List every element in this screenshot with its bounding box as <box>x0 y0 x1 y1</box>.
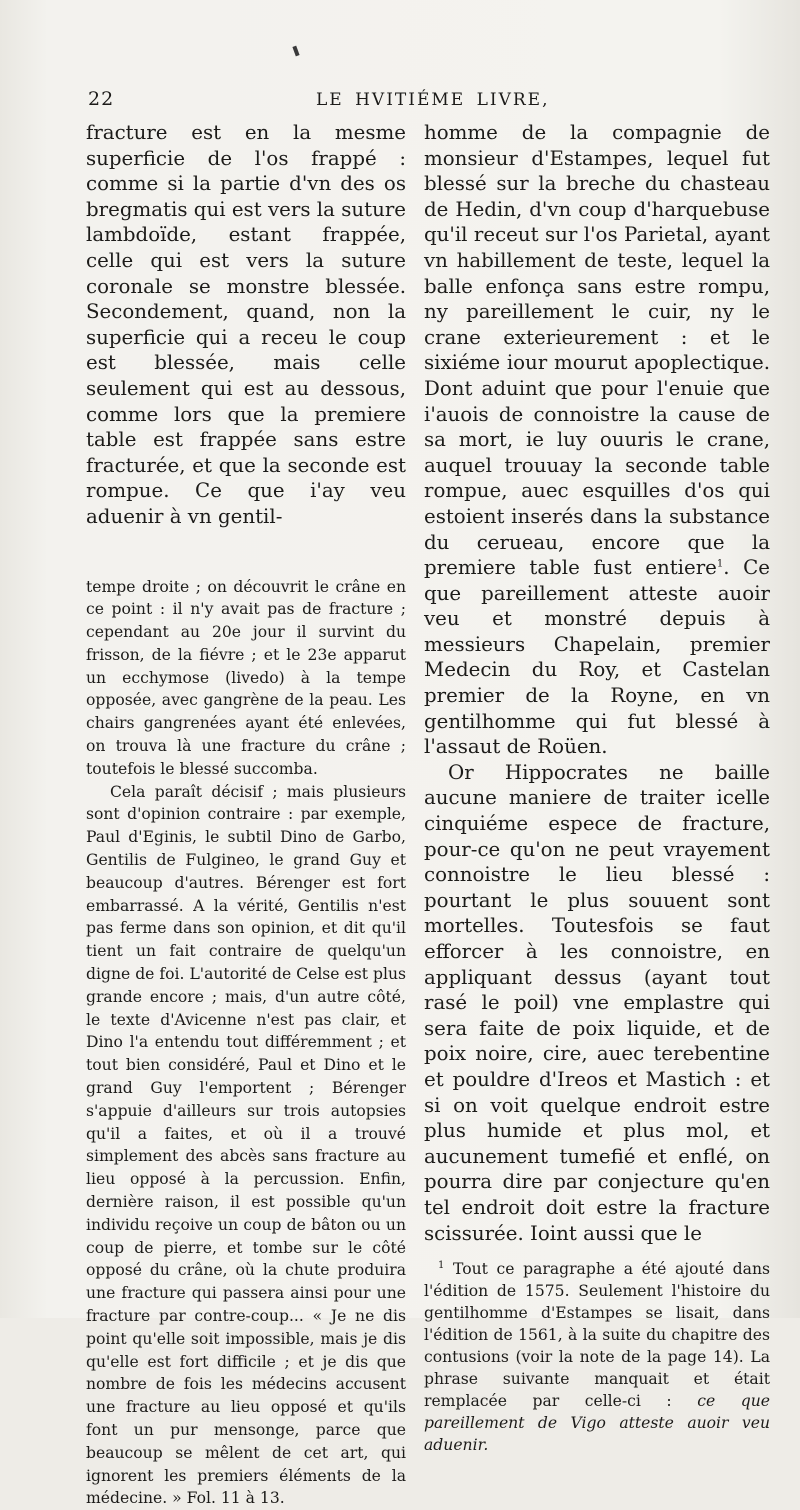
page-number: 22 <box>88 88 115 110</box>
left-main-text: fracture est en la mesme superficie de l'os frappé : comme si la partie d'vn des os bregmatis qui est vers la suture lambdoïde, estant frappée, celle qui est vers la suture coronale se monstre blessée. Secondement, quand, non la superficie qui a receu le coup est blessée, mais celle seulement qui est au dessous, comme lors que la premiere table est frappée sans estre fracturée, et que la seconde est rompue. Ce que i'ay veu aduenir à vn gentil- <box>86 121 406 528</box>
right-paragraph-1 <box>424 120 770 760</box>
footnote-reference[interactable]: 1 <box>716 558 724 570</box>
right-paragraph-1-continuation: . Ce que pareillement atteste auoir veu et monstré depuis à messieurs Chapelain, premier Medecin du Roy, et Castelan premier de la Royne, en vn gentilhomme qui fut blessé à l'assaut de Roüen. <box>424 556 770 759</box>
running-head: LE HVITIÉME LIVRE, <box>316 90 550 110</box>
footnote-quote: ce que pareillement de Vigo atteste auoir veu aduenir. <box>424 1392 770 1455</box>
page-header <box>88 88 768 118</box>
footnote-text: Tout ce paragraphe a été ajouté dans l'édition de 1575. Seulement l'histoire du gentilhomme d'Estampes se lisait, dans l'édition de 1561, à la suite du chapitre des contusions (voir la note de la page 14). La phrase suivante manquait et était remplacée par celle-ci : <box>424 1260 770 1411</box>
right-paragraph-1-text: homme de la compagnie de monsieur d'Estampes, lequel fut blessé sur la breche du chasteau de Hedin, d'vn coup d'harquebuse qu'il receut sur l'os Parietal, ayant vn habillement de teste, lequel la balle enfonça sans estre rompu, ny pareillement le cuir, ny le crane exterieurement : et le sixiéme iour mourut apoplectique. Dont aduint que pour l'enuie que i'auois de connoistre la cause de sa mort, ie luy ouuris le crane, auquel trouuay la seconde table rompue, auec esquilles d'os qui estoient inserés dans la substance du cerueau, encore que la premiere table fust entiere <box>424 121 770 580</box>
left-note-paragraph-2: Cela paraît décisif ; mais plusieurs sont d'opinion contraire : par exemple, Paul d'Eginis, le subtil Dino de Garbo, Gentilis de Fulgineo, le grand Guy et beaucoup d'autres. Bérenger est fort embarrassé. A la vérité, Gentilis n'est pas ferme dans son opinion, et dit qu'il tient un fait contraire de quelqu'un digne de foi. L'autorité de Celse est plus grande encore ; mais, d'un autre côté, le texte d'Avicenne n'est pas clair, et Dino l'a entendu tout différemment ; et tout bien considéré, Paul et Dino et le grand Guy l'emportent ; Bérenger s'appuie d'ailleurs sur trois autopsies qu'il a faites, et où il a trouvé simplement des abcès sans fracture au lieu opposé à la percussion. Enfin, dernière raison, il est possible qu'un individu reçoive un coup de bâton ou un coup de pierre, et tombe sur le côté opposé du crâne, où la chute produira une fracture qui passera ainsi pour une fracture par contre-coup... « Je ne dis point qu'elle soit impossible, mais je dis qu'elle est fort difficile ; et je dis que nombre de fois les médecins accusent une fracture au lieu opposé et qu'ils font un pur mensonge, parce que beaucoup se mêlent de cet art, qui ignorent les premiers éléments de la médecine. » Fol. 11 à 13. <box>86 782 406 1508</box>
note-gap <box>86 530 406 576</box>
right-column <box>424 120 770 1456</box>
left-column <box>86 120 406 1510</box>
footnote <box>424 1258 770 1456</box>
footnote-marker: 1 <box>438 1259 445 1271</box>
right-paragraph-2: Or Hippocrates ne baille aucune maniere de traiter icelle cinquiéme espece de fracture, pour-ce qu'on ne peut vrayement connoistre le lieu blessé : pourtant le plus souuent sont mortelles. Toutesfois se faut efforcer à les connoistre, en appliquant dessus (ayant tout rasé le poil) vne emplastre qui sera faite de poix liquide, et de poix noire, cire, auec terebentine et pouldre d'Ireos et Mastich : et si on voit quelque endroit estre plus humide et plus mol, et aucunement tumefié et enflé, on pourra dire par conjecture qu'en tel endroit doit estre la fracture scissurée. Ioint aussi que le <box>424 760 770 1245</box>
left-note-text: tempe droite ; on découvrit le crâne en ce point : il n'y avait pas de fracture ; cependant au 20e jour il survint du frisson, de la fiévre ; et le 23e apparut un ecchymose (livedo) à la tempe opposée, avec gangrène de la peau. Les chairs gangrenées ayant été enlevées, on trouva là une fracture du crâne ; toutefois le blessé succomba. <box>86 577 406 778</box>
